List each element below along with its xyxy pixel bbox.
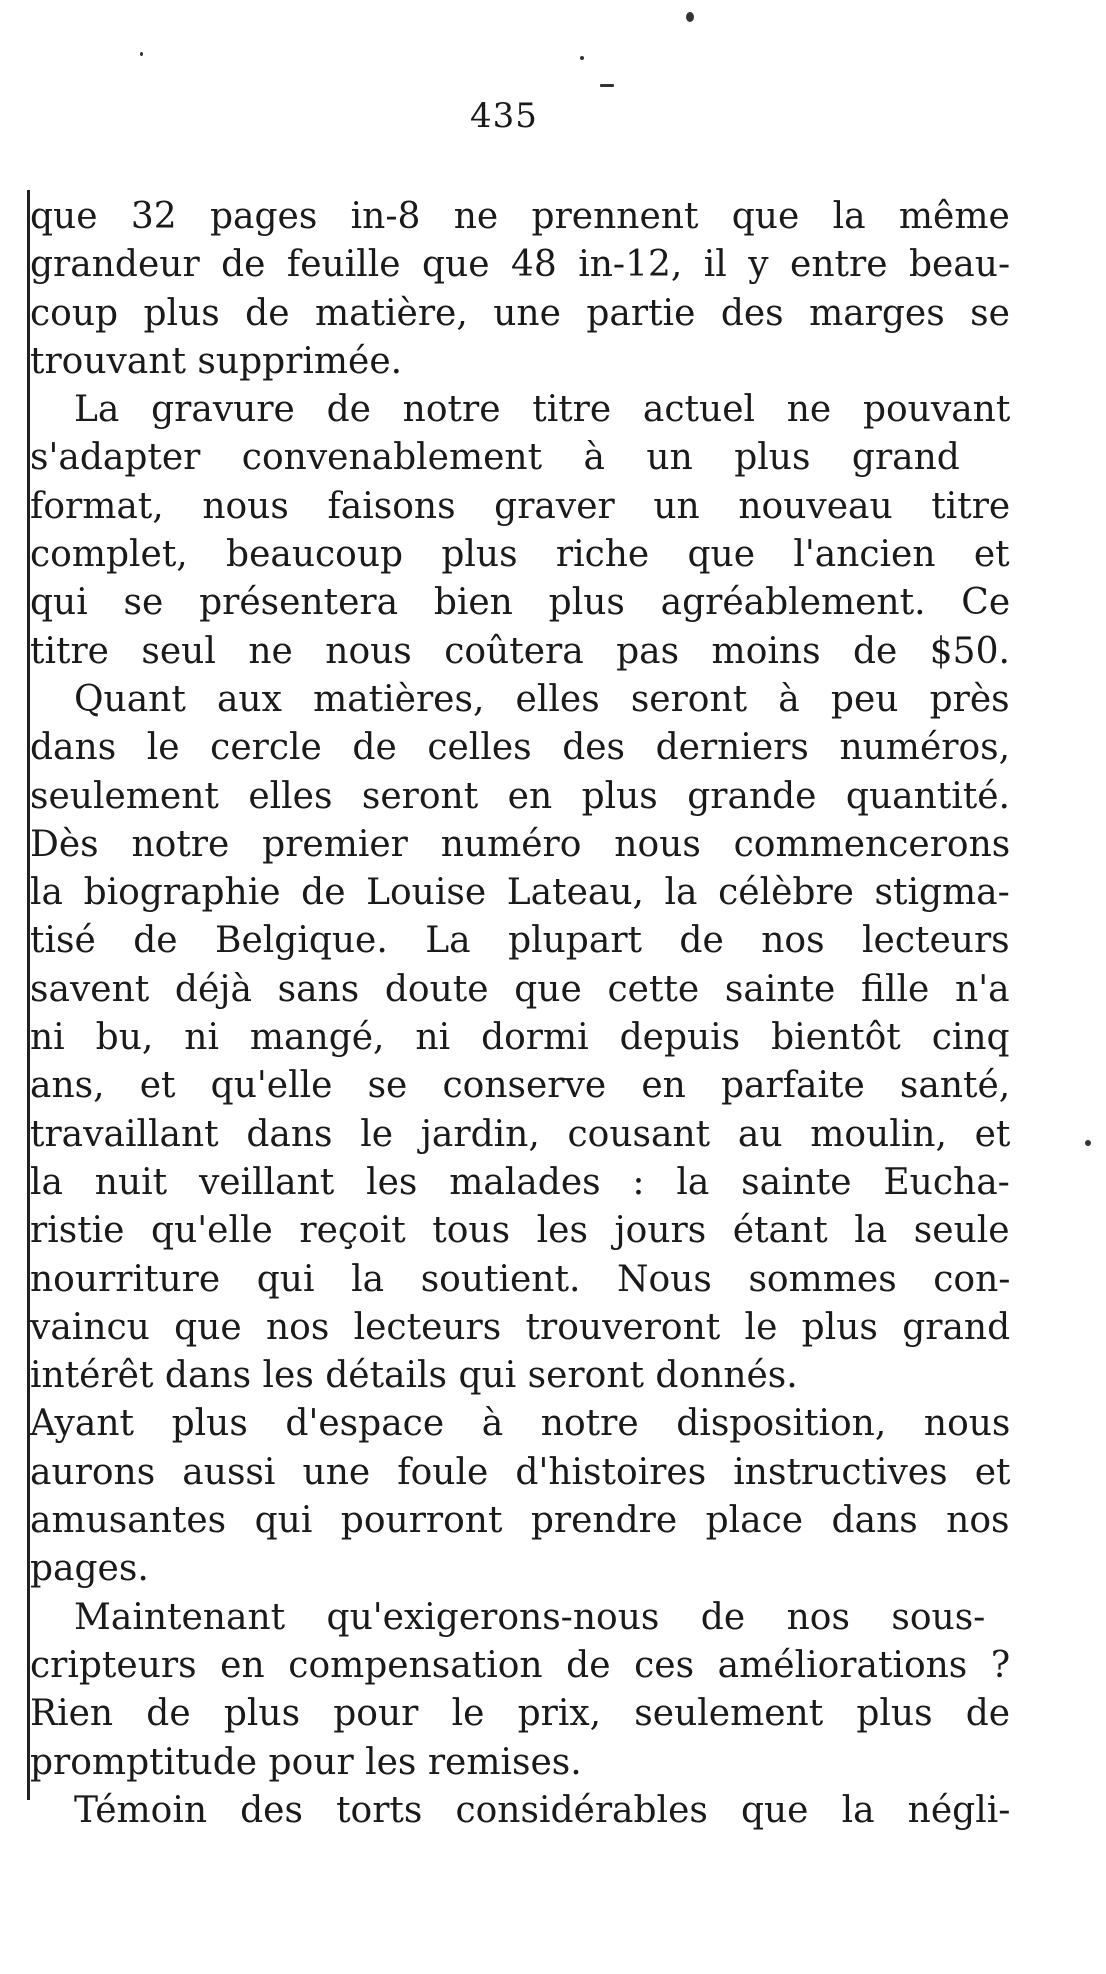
ink-speck xyxy=(1085,1140,1091,1146)
text-line: coup plus de matière, une partie des marges se xyxy=(30,292,1010,334)
text-line: intérêt dans les détails qui seront donnés. xyxy=(30,1355,798,1397)
text-line: Ayant plus d'espace à notre disposition, nous xyxy=(30,1403,1010,1445)
text-line: la biographie de Louise Lateau, la célèbre stigma- xyxy=(30,872,1010,914)
text-line: ristie qu'elle reçoit tous les jours étant la seule xyxy=(30,1210,1010,1252)
text-line: promptitude pour les remises. xyxy=(30,1741,582,1783)
text-line: pages. xyxy=(30,1548,149,1590)
text-line: cripteurs en compensation de ces améliorations ? xyxy=(30,1644,1010,1686)
text-line: seulement elles seront en plus grande quantité. xyxy=(30,775,1010,817)
page-number: 435 xyxy=(470,96,538,136)
ink-speck xyxy=(140,52,143,56)
text-line: La gravure de notre titre actuel ne pouvant xyxy=(74,389,1010,431)
text-line: ans, et qu'elle se conserve en parfaite santé, xyxy=(30,1065,1010,1107)
text-line: la nuit veillant les malades : la sainte Eucha- xyxy=(30,1161,1010,1203)
text-line: complet, beaucoup plus riche que l'ancien et xyxy=(30,534,1010,576)
text-line: tisé de Belgique. La plupart de nos lecteurs xyxy=(30,920,1010,962)
text-line: aurons aussi une foule d'histoires instructives et xyxy=(30,1451,1010,1493)
text-line: savent déjà sans doute que cette sainte fille n'a xyxy=(30,968,1010,1010)
ink-speck xyxy=(580,56,584,60)
text-line: Quant aux matières, elles seront à peu près xyxy=(74,678,1010,720)
text-line: dans le cercle de celles des derniers numéros, xyxy=(30,727,1010,769)
text-line: s'adapter convenablement à un plus grand xyxy=(30,437,960,479)
text-line: trouvant supprimée. xyxy=(30,340,403,382)
ink-speck xyxy=(686,12,694,22)
text-line: format, nous faisons graver un nouveau titre xyxy=(30,485,1010,527)
body-text xyxy=(30,193,1010,1835)
text-line: Témoin des torts considérables que la négli- xyxy=(74,1789,1010,1831)
text-line: amusantes qui pourront prendre place dans nos xyxy=(30,1500,1010,1542)
text-line: travaillant dans le jardin, cousant au moulin, et xyxy=(30,1113,1010,1155)
text-line: vaincu que nos lecteurs trouveront le plus grand xyxy=(30,1306,1010,1348)
text-line: nourriture qui la soutient. Nous sommes con- xyxy=(30,1258,1010,1300)
text-line: grandeur de feuille que 48 in-12, il y entre beau- xyxy=(30,244,1010,286)
text-line: qui se présentera bien plus agréablement. Ce xyxy=(30,582,1010,624)
text-line: Maintenant qu'exigerons-nous de nos sous- xyxy=(74,1596,986,1638)
text-line: Dès notre premier numéro nous commencerons xyxy=(30,823,1010,865)
text-line: titre seul ne nous coûtera pas moins de $50. xyxy=(30,630,1010,672)
ink-speck xyxy=(600,84,614,87)
text-line: Rien de plus pour le prix, seulement plus de xyxy=(30,1693,1010,1735)
text-line: ni bu, ni mangé, ni dormi depuis bientôt cinq xyxy=(30,1017,1010,1059)
text-line: que 32 pages in-8 ne prennent que la même xyxy=(30,196,1010,237)
